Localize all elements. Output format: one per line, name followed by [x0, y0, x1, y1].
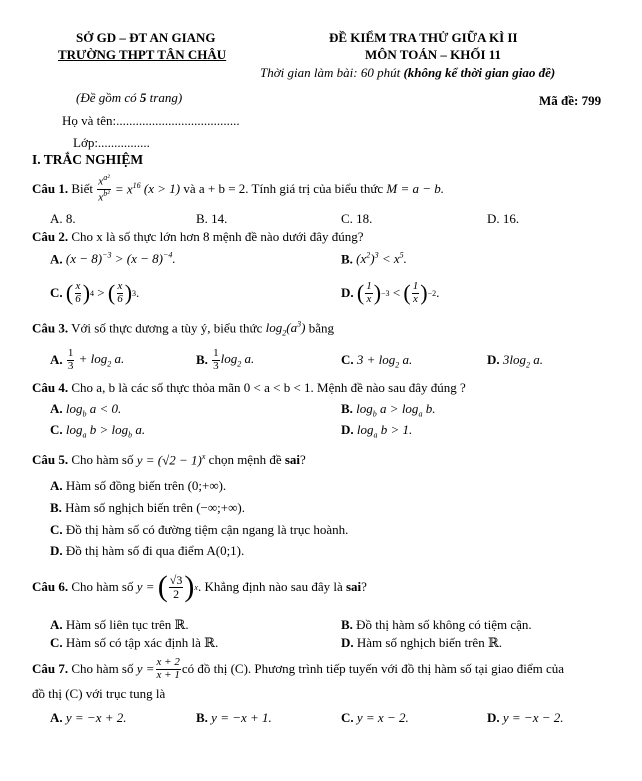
q3-option-a: A. $\frac{1}{3}$ + $\log_2 a$. — [50, 346, 125, 372]
q1-fraction: $\frac{x^{a^2}}{x^{b^2}}$ — [98, 173, 110, 204]
q3-option-d: D. $3\log_2$ a. — [487, 352, 544, 370]
question-5: Câu 5. Cho hàm số $y = (√2 - 1)^x$ chọn mệnh đề sai ? — [32, 451, 306, 468]
exam-code: Mã đề: 799 — [539, 93, 602, 108]
q6-option-a: A. Hàm số liên tục trên ℝ. — [50, 617, 189, 632]
q4-option-d: D. $\log_a b > 1$. — [341, 422, 413, 440]
q5-option-b: B. Hàm số nghịch biến trên (−∞;+∞). — [50, 500, 245, 515]
q5-option-a: A. Hàm số đồng biến trên (0;+∞). — [50, 478, 227, 493]
question-3: Câu 3. Với số thực dương a tùy ý, biểu thức $\log_2(a^3)$ bằng — [32, 320, 334, 338]
exam-title: ĐỀ KIỂM TRA THỬ GIỮA KÌ II — [329, 30, 518, 45]
q1-option-a: A. 8. — [50, 211, 76, 226]
q5-option-c: C. Đồ thị hàm số có đường tiệm cận ngang là trục hoành. — [50, 522, 349, 537]
question-7: Câu 7. Cho hàm số y = $\frac{x + 2}{x + 1}$ có đồ thị (C). Phương trình tiếp tuyến với đồ thị hàm số tại giao điểm của — [32, 655, 565, 681]
q4-option-c: C. $\log_a b > \log_b a$. — [50, 422, 146, 440]
q2-option-b: B. $(x^2)^3 < x^5$. — [341, 251, 407, 267]
q6-option-c: C. Hàm số có tập xác định là ℝ. — [50, 635, 219, 650]
q5-option-d: D. Đồ thị hàm số đi qua điểm A(0;1). — [50, 543, 245, 558]
question-1: Câu 1. Biết $\frac{x^{a^2}}{x^{b^2}}$ = $x^{16}$ (x > 1) và a + b = 2. Tính giá trị của biểu thức M = a − b. — [32, 173, 445, 204]
question-6: Câu 6. Cho hàm số y = ( $\frac{√3}{2}$ ) x . Khẳng định nào sau đây là sai ? — [32, 570, 367, 603]
q4-option-b: B. $\log_b a > \log_a b$. — [341, 401, 436, 419]
exam-subject: MÔN TOÁN – KHỐI 11 — [365, 47, 502, 62]
exam-time: Thời gian làm bài: 60 phút (không kể thời gian giao đề) — [260, 65, 556, 80]
class-line: Lớp:................ — [73, 135, 150, 150]
q1-option-c: C. 18. — [341, 211, 373, 226]
question-2: Câu 2. Cho x là số thực lớn hơn 8 mệnh đề nào dưới đây đúng? — [32, 229, 364, 244]
q4-option-a: A. $\log_b a < 0$. — [50, 401, 122, 419]
q2-option-d: D. ( $\frac{1}{x}$ ) −3 < ( $\frac{1}{x}$ ) −2 . — [341, 279, 440, 305]
q2-option-c: C. ( $\frac{x}{6}$ ) 4 > ( $\frac{x}{6}$ ) 3 . — [50, 279, 140, 305]
school-name: TRƯỜNG THPT TÂN CHÂU — [58, 47, 227, 62]
q2-option-a: A. $(x - 8)^{-3} > (x - 8)^{-4}$. — [50, 251, 176, 267]
q6-option-b: B. Đồ thị hàm số không có tiệm cận. — [341, 617, 532, 632]
page-count: (Đề gồm có 5 trang) — [76, 90, 183, 105]
q7-option-a: A. y = −x + 2. — [50, 710, 127, 725]
dept-name: SỞ GD – ĐT AN GIANG — [76, 30, 216, 45]
name-line: Họ và tên:...................................... — [62, 113, 240, 128]
q7-option-b: B. y = −x + 1. — [196, 710, 272, 725]
q1-option-b: B. 14. — [196, 211, 228, 226]
q6-option-d: D. Hàm số nghịch biến trên ℝ. — [341, 635, 502, 650]
q3-option-c: C. $3 + \log_2 a$. — [341, 352, 413, 370]
question-7-continued: đồ thị (C) với trục tung là — [32, 686, 166, 701]
section-title: I. TRẮC NGHIỆM — [32, 152, 144, 167]
q3-option-b: B. $\frac{1}{3}$ $\log_2 a$. — [196, 346, 255, 372]
q7-option-c: C. y = x − 2. — [341, 710, 409, 725]
q1-option-d: D. 16. — [487, 211, 520, 226]
q7-option-d: D. y = −x − 2. — [487, 710, 564, 725]
question-4: Câu 4. Cho a, b là các số thực thỏa mãn 0 < a < b < 1. Mệnh đề nào sau đây đúng ? — [32, 380, 466, 395]
